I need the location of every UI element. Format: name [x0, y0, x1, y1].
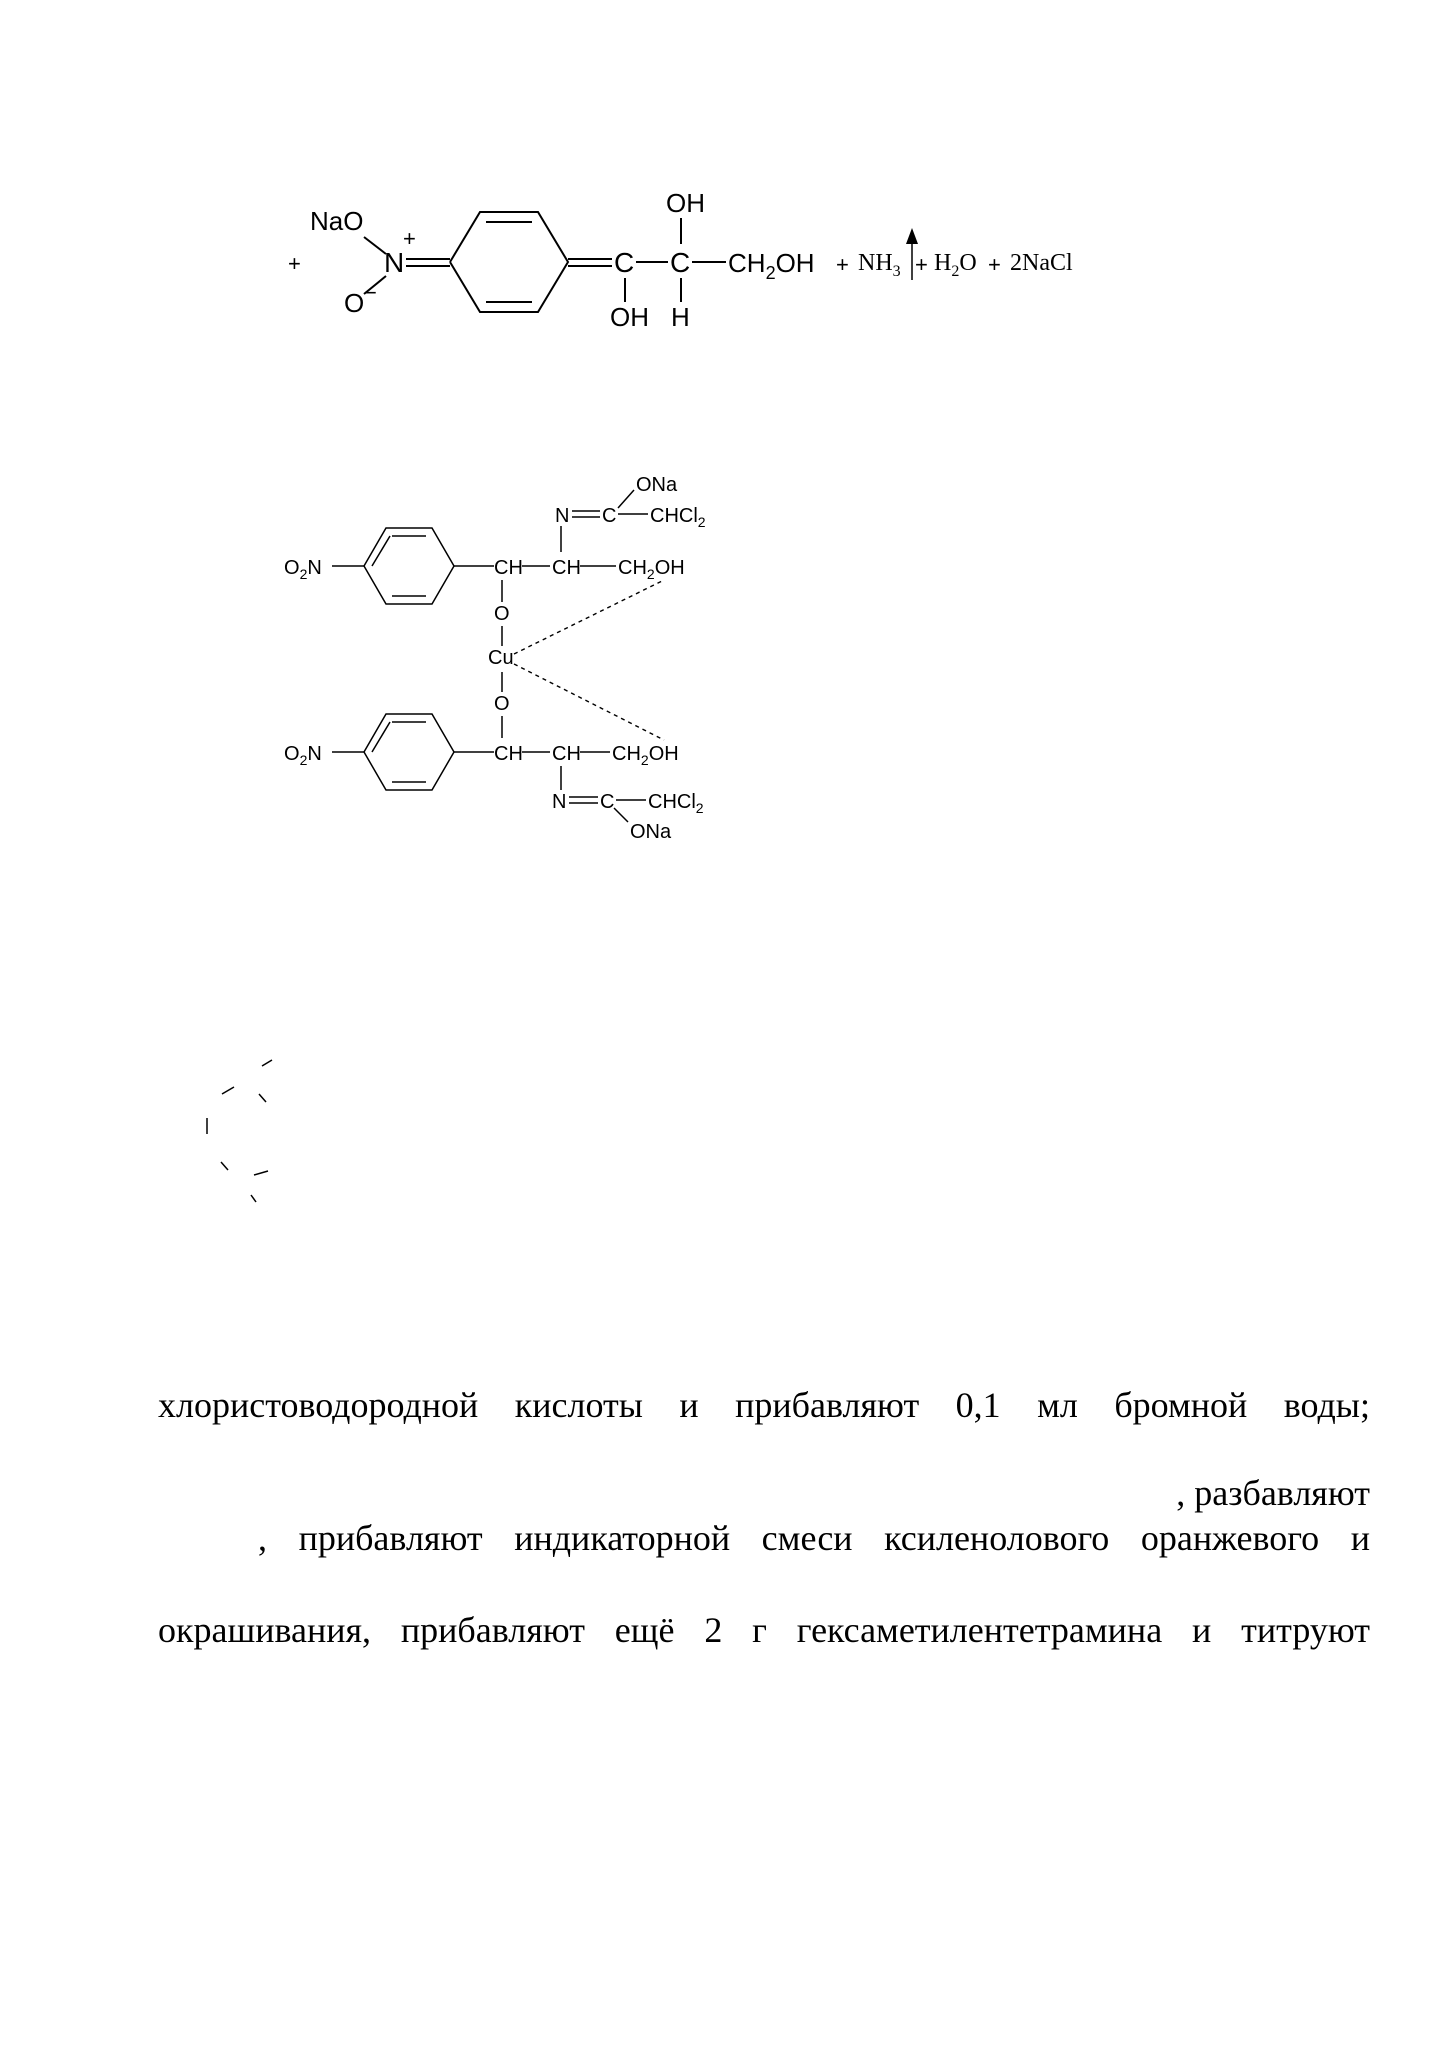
ch-d-label: CH [552, 743, 581, 765]
nitrogen-bottom-label: N [552, 791, 567, 813]
body-text-line: окрашивания, прибавляют ещё 2 г гексаметилентетрамина и титруют [158, 1610, 1370, 1650]
carbon-label: C [670, 247, 691, 278]
ch2oh-label: $CH_2OH$ [728, 248, 815, 283]
fragment-mark [222, 1087, 234, 1094]
fragment-mark [259, 1094, 266, 1102]
carbon-bottom-label: C [600, 791, 615, 813]
nitrogen-top-label: N [555, 505, 570, 527]
oxygen-upper-label: O [494, 603, 510, 625]
positive-charge: + [403, 226, 416, 251]
chcl2-top-label: CHCl$_2$ [650, 505, 706, 530]
nao-label: NaO [310, 206, 364, 236]
ch2oh-bottom-label: $CH_2OH$ [612, 743, 679, 768]
oxygen-minus-label: O [344, 288, 365, 318]
hydroxyl-top-label: OH [666, 188, 705, 218]
carbon-label: C [614, 247, 635, 278]
ona-top-label: ONa [636, 474, 678, 496]
fragment-mark [251, 1195, 256, 1202]
plus-sign: + [288, 251, 301, 276]
oxygen-lower-label: O [494, 693, 510, 715]
carbon-top-label: C [602, 505, 617, 527]
sodium-chloride-label: 2NaCl [1010, 250, 1073, 276]
nitro-top-label: $O_2N$ [284, 557, 322, 582]
plus-sign: + [915, 252, 928, 277]
body-text-line: , разбавляют [1176, 1473, 1370, 1513]
body-text-line: , прибавляют индикаторной смеси ксиленолового оранжевого и [258, 1518, 1370, 1558]
ammonia-label: $NH_3$ [858, 250, 901, 280]
copper-label: Cu [488, 647, 514, 669]
water-label: $H_2O$ [934, 250, 977, 280]
plus-sign: + [988, 252, 1001, 277]
fragment-mark [262, 1060, 272, 1066]
nitro-bottom-label: $O_2N$ [284, 743, 322, 768]
ch-c-label: CH [494, 743, 523, 765]
ch-b-label: CH [552, 557, 581, 579]
nitrogen-label: N [384, 247, 405, 278]
ch2oh-top-label: $CH_2OH$ [618, 557, 685, 582]
negative-charge: − [364, 280, 377, 305]
ch-a-label: CH [494, 557, 523, 579]
fragment-mark [221, 1162, 228, 1170]
chcl2-bottom-label: CHCl$_2$ [648, 791, 704, 816]
plus-sign: + [836, 252, 849, 277]
body-text-line: хлористоводородной кислоты и прибавляют 0,1 мл бромной воды; [158, 1385, 1370, 1425]
hydroxyl-bottom-label: OH [610, 302, 649, 332]
hydrogen-label: H [671, 302, 690, 332]
fragment-mark [254, 1171, 268, 1175]
ona-bottom-label: ONa [630, 821, 672, 843]
